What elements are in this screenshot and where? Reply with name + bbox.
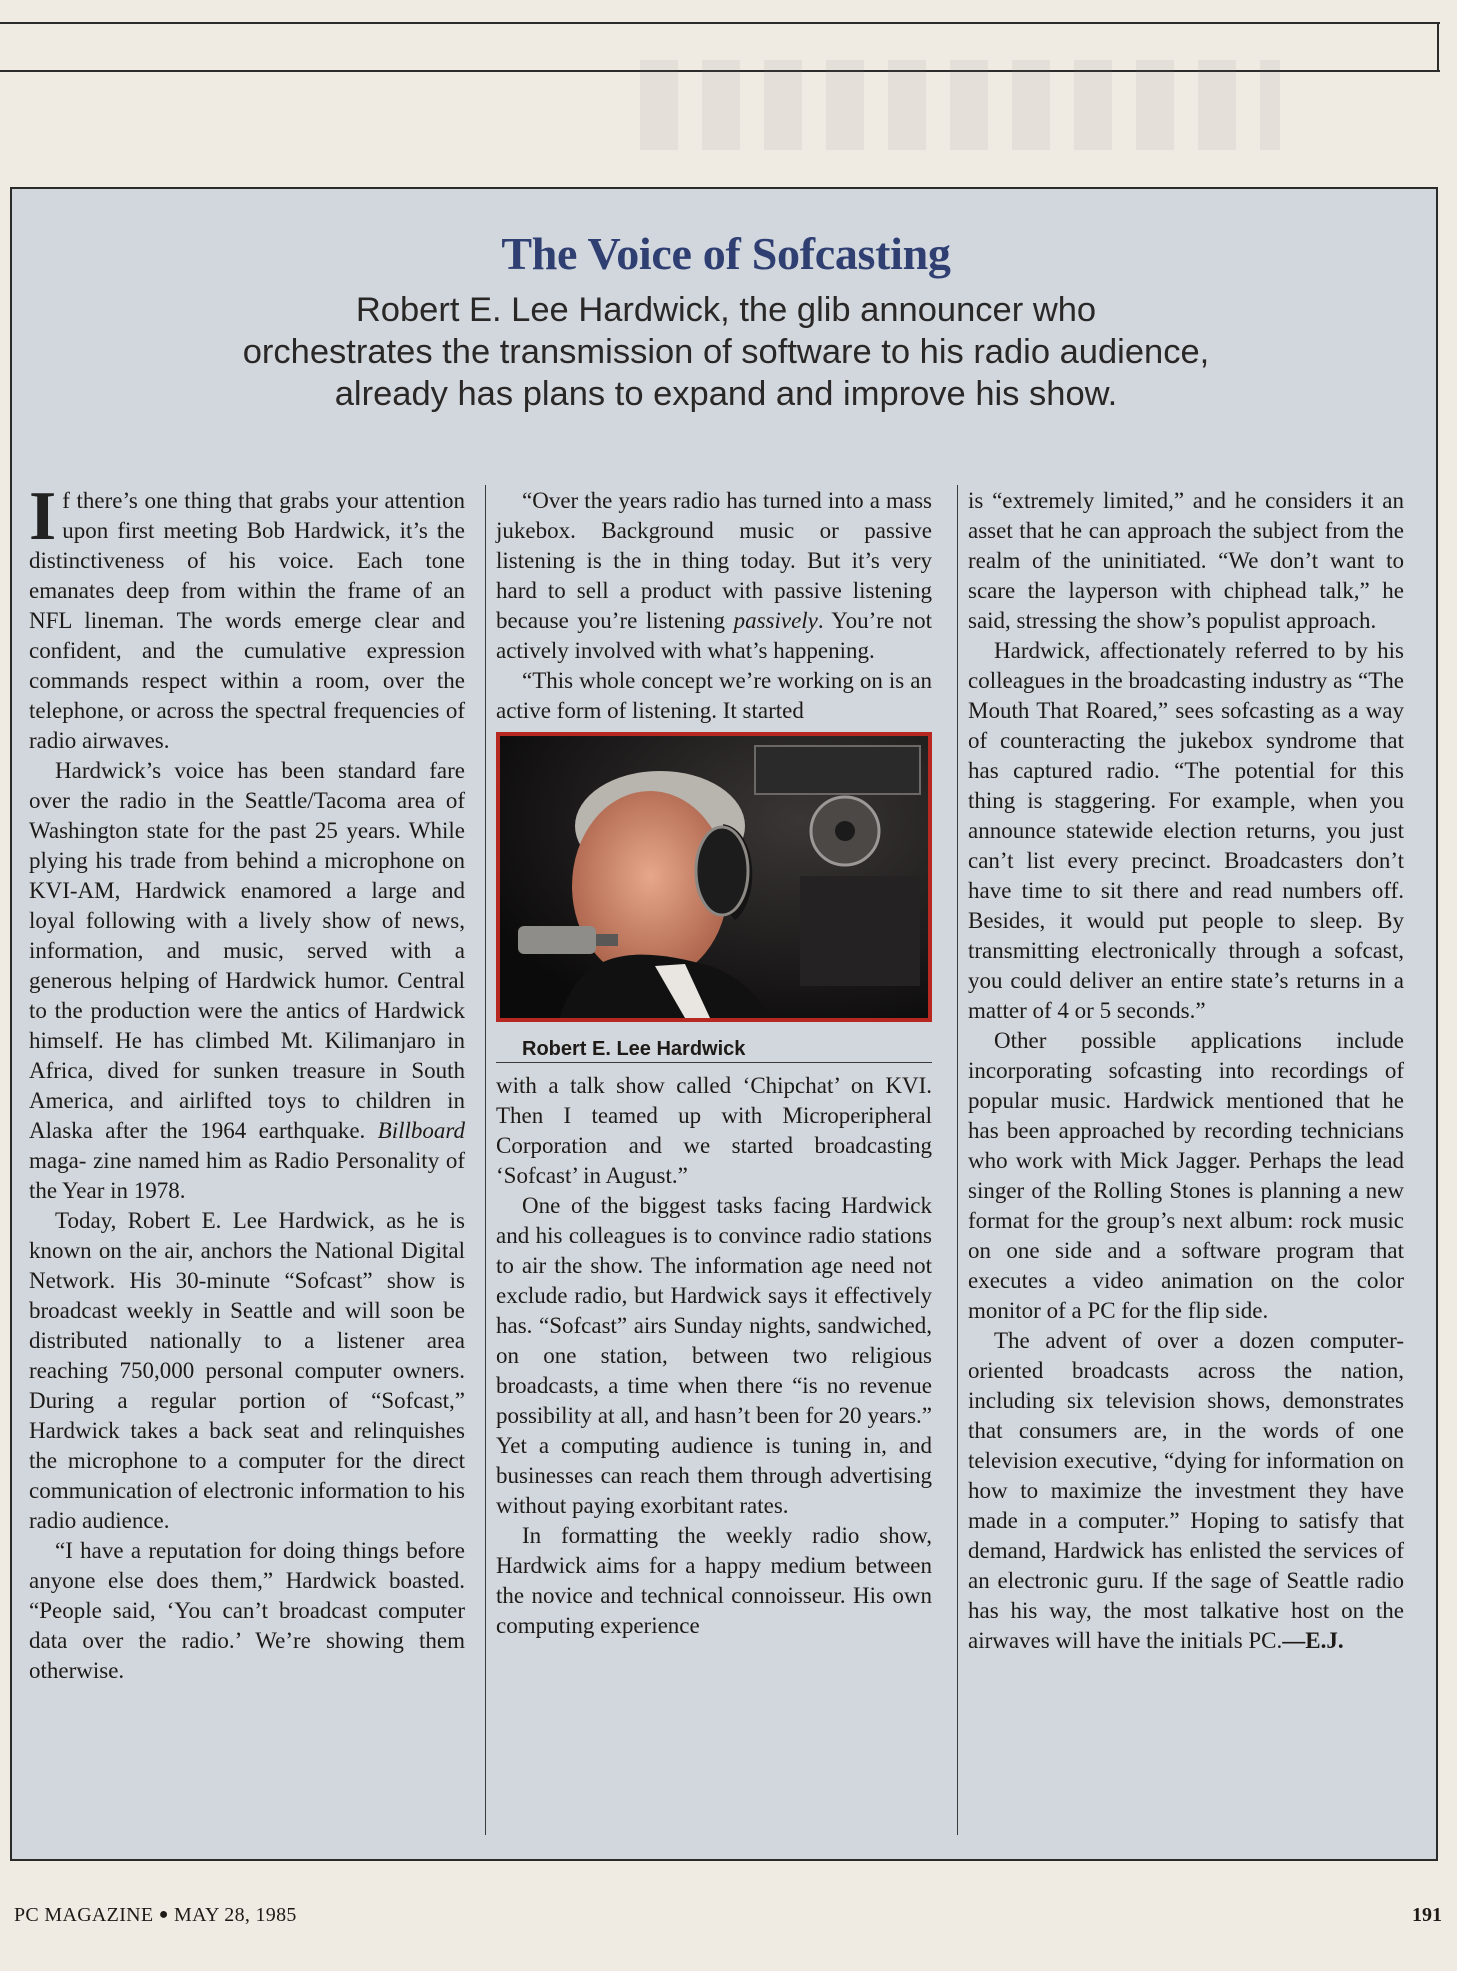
deck-line: Robert E. Lee Hardwick, the glib announcer who	[355, 291, 1097, 329]
bleed-through-heading	[640, 60, 1280, 150]
article-title: The Voice of Sofcasting	[501, 228, 951, 279]
issue-date: MAY 28, 1985	[174, 1904, 297, 1926]
author-initials: —E.J.	[1282, 1628, 1344, 1653]
magazine-name: PC MAGAZINE	[14, 1904, 154, 1926]
paragraph: “I have a reputation for doing things before anyone else does them,” Hardwick boasted. “People said, ‘You can’t broadcast computer data over the radio.’ We’re showing them otherwise.	[29, 1538, 465, 1683]
paragraph: with a talk show called ‘Chipchat’ on KVI. Then I teamed up with Microperipheral Corporation and we started broadcasting ‘Sofcast’ in August.”	[496, 1073, 932, 1188]
paragraph: Hardwick’s voice has been standard fare over the radio in the Seattle/Tacoma area of Washington state for the past 25 years. While plying his trade from behind a microphone on KVI-AM, Hardwick enamored a large and loyal following with a lively show of news, information, and music, served with a generous helping of Hardwick humor. Central to the production were the antics of Hardwick himself. He has climbed Mt. Kilimanjaro in Africa, dived for sunken treasure in South America, and airlifted toys to children in Alaska after the 1964 earthquake. Billboard maga- zine named him as Radio Personality of the Year in 1978.	[29, 758, 465, 1203]
paragraph: One of the biggest tasks facing Hardwick and his colleagues is to convince radio stations to air the show. The information age need not exclude radio, but Hardwick says it effectively has. “Sofcast” airs Sunday nights, sandwiched, on one station, between two religious broadcasts, a time when there “is no revenue possibility at all, and hasn’t been for 20 years.” Yet a computing audience is tuning in, and businesses can reach them through advertising without paying exorbitant rates.	[496, 1193, 932, 1518]
radio-host-image	[500, 736, 928, 1018]
paragraph: The advent of over a dozen computer-oriented broadcasts across the nation, including six television shows, demonstrates that consumers are, in the words of one television executive, “dying for information on how to maximize the investment they have made in a computer.” Hoping to satisfy that demand, Hardwick has enlisted the services of an electronic guru. If the sage of Seattle radio has his way, the most talkative host on the airwaves will have the initials PC.—E.J.	[968, 1328, 1404, 1653]
sidebar-panel	[10, 187, 1438, 1861]
bullet-icon: ●	[158, 1906, 169, 1923]
column-1	[29, 478, 465, 1686]
folio	[14, 1904, 297, 1927]
photo-caption: Robert E. Lee Hardwick	[522, 1038, 746, 1060]
deck-line: orchestrates the transmission of software to his radio audience,	[242, 333, 1210, 371]
portrait-photo	[496, 732, 932, 1022]
drop-cap: I	[29, 478, 57, 555]
article-deck	[112, 289, 1340, 415]
column-2	[496, 486, 932, 1641]
photo-frame	[496, 732, 932, 1022]
paragraph: is “extremely limited,” and he considers it an asset that he can approach the subject from the realm of the uninitiated. “We don’t want to scare the layperson with chiphead talk,” he said, stressing the show’s populist approach.	[968, 488, 1404, 633]
page-number: 191	[1412, 1904, 1442, 1926]
page-edge-rule	[1437, 22, 1439, 72]
paragraph: Other possible applications include incorporating sofcasting into recordings of popular music. Hardwick mentioned that he has been approached by recording technicians who work with Mick Jagger. Perhaps the lead singer of the Rolling Stones is planning a new format for the group’s next album: rock music on one side and a software program that executes a video animation on the color monitor of a PC for the flip side.	[968, 1028, 1404, 1323]
paragraph: In formatting the weekly radio show, Hardwick aims for a happy medium between the novice and technical connoisseur. His own computing experience	[496, 1523, 932, 1638]
column-rule	[957, 485, 958, 1835]
paragraph: If there’s one thing that grabs your attention upon first meeting Bob Hardwick, it’s the distinctiveness of his voice. Each tone emanates deep from within the frame of an NFL lineman. The words emerge clear and confident, and the cumulative expression commands respect within a room, over the telephone, or across the spectral frequencies of radio airwaves.	[29, 478, 465, 753]
paragraph: Hardwick, affectionately referred to by his colleagues in the broadcasting industry as “The Mouth That Roared,” sees sofcasting as a way of counteracting the jukebox syndrome that has captured radio. “The potential for this thing is staggering. For example, when you announce statewide election returns, you just can’t list every precinct. Broadcasters don’t have time to sit there and read numbers off. Besides, it would put people to sleep. By transmitting electronically through a sofcast, you could deliver an entire state’s returns in a matter of 4 or 5 seconds.”	[968, 638, 1404, 1023]
deck-line: already has plans to expand and improve his show.	[334, 375, 1118, 413]
paragraph: “This whole concept we’re working on is an active form of listening. It started	[496, 668, 932, 723]
column-3	[968, 486, 1404, 1656]
publication-name: Billboard	[377, 1118, 465, 1143]
paragraph: “Over the years radio has turned into a mass jukebox. Background music or passive listening is the in thing today. But it’s very hard to sell a product with passive listening because you’re listening passively. You’re not actively involved with what’s happening.	[496, 488, 933, 663]
column-rule	[485, 485, 486, 1835]
caption-rule	[496, 1062, 932, 1063]
top-rule	[0, 22, 1440, 24]
paragraph: Today, Robert E. Lee Hardwick, as he is known on the air, anchors the National Digital Network. His 30-minute “Sofcast” show is broadcast weekly in Seattle and will soon be distributed nationally to a listener area reaching 750,000 personal computer owners. During a regular portion of “Sofcast,” Hardwick takes a back seat and relinquishes the microphone to a computer for the direct communication of electronic information to his radio audience.	[29, 1208, 465, 1533]
